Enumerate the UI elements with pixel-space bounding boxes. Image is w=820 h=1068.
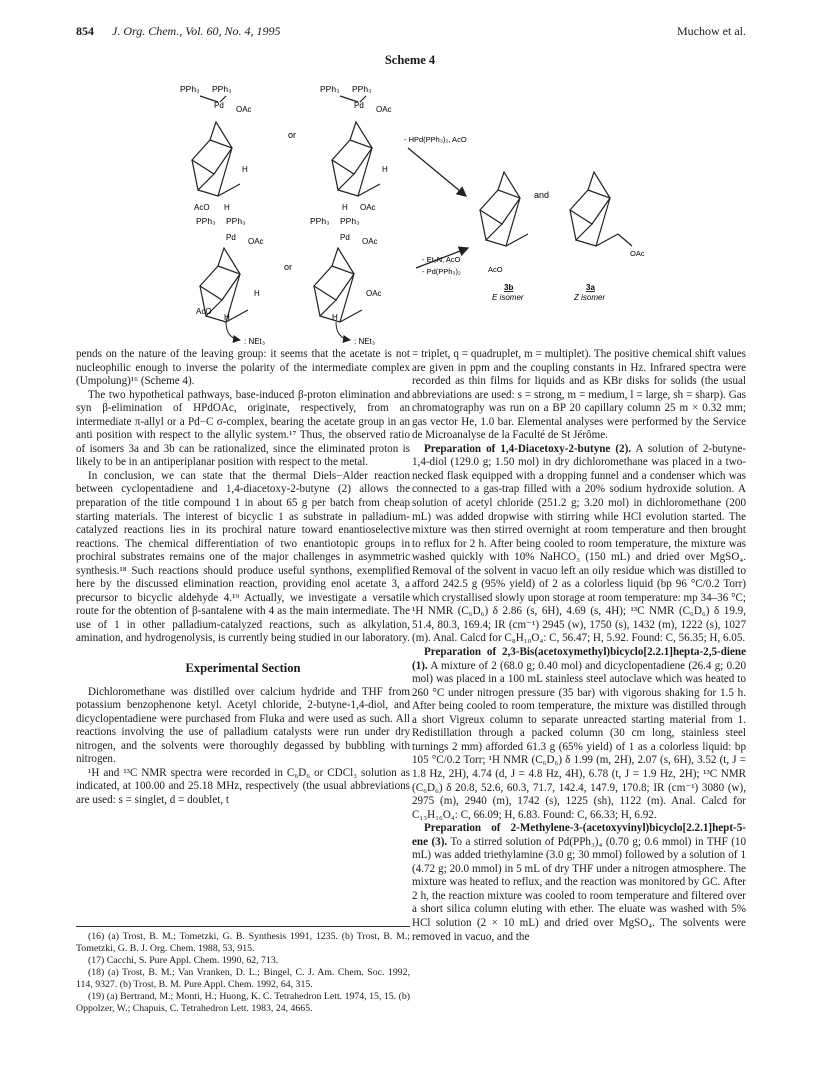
base-label: : NEt₃ xyxy=(244,337,266,346)
reaction-scheme xyxy=(150,72,670,346)
reaction-arrow-top xyxy=(408,148,466,196)
pph3-label: PPh₃ xyxy=(320,84,340,94)
base-label: : NEt₃ xyxy=(354,337,376,346)
right-column xyxy=(412,348,746,944)
reagent-bottom-1: - Et₃N, AcO xyxy=(422,255,461,264)
paragraph: In conclusion, we can state that the thermal Diels−Alder reaction between cyclopentadiene and 1,4-diacetoxy-2-butyne (2) allows the preparation of the title compound 1 in about 65 g per batch from cheap starting materials. The interest of bicyclic 1 as substrate in palladium-catalyzed reactions lies in its prochiral nature toward enantioselective reactions. The chemical differentiation of two enantiotopic groups in prochiral substrates remains one of the major challenges in asymmetric synthesis.¹⁸ Such reactions should produce useful synthons, exemplified here by the discussed elimination reaction, providing enol acetate 3, a precursor to bicyclic aldehyde 4.¹⁹ Actually, we investigate a versatile route for the obtention of β-santalene with 4 as the main intermediate. The use of 1 in other palladium-catalyzed reactions, such as alkylation, amination, and hydrogenolysis, is currently being studied in our laboratory. xyxy=(76,469,410,645)
scheme-title: Scheme 4 xyxy=(384,53,436,67)
reagent-top: - HPd(PPh₃)₂, AcO xyxy=(404,135,467,144)
section-heading: Experimental Section xyxy=(185,661,301,676)
journal-citation xyxy=(112,24,281,39)
or-label: or xyxy=(288,130,297,140)
procedure-heading: Preparation of 2-Methylene-3-(acetoxyvinyl)bicyclo[2.2.1]hept-5-ene (3). xyxy=(412,822,746,848)
aco-label: AcO xyxy=(488,265,503,274)
h-label: H xyxy=(242,165,248,174)
h-label: H xyxy=(382,165,388,174)
paragraph: The two hypothetical pathways, base-induced β-proton elimination and syn β-elimination of HPdOAc, originate, respectively, from an intermediate π-allyl or a Pd−C σ-complex, bearing the acetate group in an anti position with respect to the allylic system.¹⁷ Thus, the observed ratio of isomers 3a and 3b can be rationalized, since the eliminated proton is likely to be in an antiperiplanar position with respect to the metal. xyxy=(76,388,410,469)
h-label: H xyxy=(254,289,260,298)
aco-label: AcO xyxy=(196,307,212,316)
scheme-drawing xyxy=(150,72,670,346)
oac-label: OAc xyxy=(630,249,645,258)
h-label: H xyxy=(224,313,230,322)
oac-label: OAc xyxy=(376,105,392,114)
journal-name: J. Org. Chem., xyxy=(112,24,183,38)
product-3a xyxy=(570,172,645,302)
oac-label: OAc xyxy=(248,237,264,246)
product-3b xyxy=(480,172,528,302)
experimental-procedure xyxy=(412,646,746,822)
complex-bottom-left xyxy=(196,216,265,346)
oac-label: OAc xyxy=(360,203,376,212)
oac-label: OAc xyxy=(366,289,382,298)
running-authors: Muchow et al. xyxy=(677,24,746,38)
pph3-label: PPh₃ xyxy=(352,84,372,94)
pph3-label: PPh₃ xyxy=(180,84,200,94)
footnotes xyxy=(76,926,410,1015)
h-label: H xyxy=(332,313,338,322)
h-label: H xyxy=(342,203,348,212)
and-label: and xyxy=(534,190,550,200)
experimental-procedure xyxy=(412,822,746,944)
footnote-divider xyxy=(76,926,410,927)
oac-label: OAc xyxy=(362,237,378,246)
pd-label: Pd xyxy=(214,101,224,110)
pd-label: Pd xyxy=(340,233,350,242)
footnote: (18) (a) Trost, B. M.; Van Vranken, D. L.; Bingel, C. J. Am. Chem. Soc. 1992, 114, 9327. (b) Trost, B. M. Pure Appl. Chem. 1992, 64, 315. xyxy=(76,967,410,990)
or-label: or xyxy=(284,262,293,272)
experimental-procedure xyxy=(412,443,746,646)
procedure-text: To a stirred solution of Pd(PPh₃)₄ (0.70 g; 0.6 mmol) in THF (10 mL) was added triethylamine (3.0 g; 30 mmol) followed by a solution of 1 (4.72 g; 20.0 mmol) in 5 mL of dry THF under a nitrogen atmosphere. The mixture was heated to reflux, and the reaction was monitored by GC. After 2 h, the reaction mixture was cooled to room temperature and filtered over a short silica column eluting with ether. The eluate was washed with 5% HCl solution (2 × 10 mL) and dried over MgSO₄. The solvents were removed in vacuo, and the xyxy=(412,835,746,943)
reagent-bottom-2: - Pd(PPh₃)₂ xyxy=(422,267,461,276)
complex-top-left xyxy=(180,84,252,212)
procedure-text: A solution of 2-butyne-1,4-diol (129.0 g; 1.50 mol) in dry dichloromethane was placed in a two-necked flask equipped with a dropping funnel and a condenser which was connected to a gas-trap filled with a 20% sodium hydroxide solution. A solution of acetyl chloride (251.2 g; 3.20 mol) in dichloromethane (200 mL) was added dropwise with stirring while HCl evolution started. The mixture was then stirred overnight at room temperature and then brought to reflux for 2 h. After being cooled to room temperature, the mixture was washed quickly with 10% NaHCO₃ (150 mL) and dried over MgSO₄. Removal of the solvent in vacuo left an oily residue which was distilled to afford 242.5 g (95% yield) of 2 as a colorless liquid (bp 96 °C/0.2 Torr) which crystallised slowly upon storage at room temperature: mp 34–36 °C; ¹H NMR (C₆D₆) δ 2.86 (s, 6H), 4.69 (s, 4H); ¹³C NMR (C₆D₆) δ 19.9, 51.4, 80.3, 169.4; IR (cm⁻¹) 2945 (w), 1750 (s), 1432 (m), 1222 (s), 1027 (m). Anal. Calcd for C₈H₁₀O₄: C, 56.47; H, 5.92. Found: C, 56.35; H, 6.05. xyxy=(412,442,746,645)
paragraph: pends on the nature of the leaving group: it seems that the acetate is not nucleophilic enough to inverse the polarity of the intermediate complex (Umpolung)¹⁶ (Scheme 4). xyxy=(76,348,410,388)
paragraph: = triplet, q = quadruplet, m = multiplet). The positive chemical shift values are given in ppm and the coupling constants in Hz. Infrared spectra were recorded as thin films for liquids and as KBr disks for solids (the usual abbreviations are used: s = strong, m = medium, l = large, sh = sharp). Gas chromatography was run on a BP 20 capillary column 25 m × 0.32 mm; gas vector He, 1.0 bar. Elemental analyses were performed by the Service de Microanalyse de la Faculté de St Jérôme. xyxy=(412,348,746,442)
pph3-label: PPh₃ xyxy=(340,216,360,226)
pph3-label: PPh₃ xyxy=(310,216,330,226)
procedure-heading: Preparation of 1,4-Diacetoxy-2-butyne (2). xyxy=(424,442,632,455)
footnote: (16) (a) Trost, B. M.; Tometzki, G. B. Synthesis 1991, 1235. (b) Trost, B. M.; Tometzki, G. B. J. Org. Chem. 1988, 53, 915. xyxy=(76,931,410,954)
compound-3b-label: 3b xyxy=(504,283,514,292)
e-isomer-label: E isomer xyxy=(492,293,524,302)
footnote: (19) (a) Bertrand, M.; Monti, H.; Huong, K. C. Tetrahedron Lett. 1974, 15, 15. (b) Oppolzer, W.; Chapuis, C. Tetrahedron Lett. 1983, 24, 4665. xyxy=(76,991,410,1014)
running-header xyxy=(76,24,746,44)
complex-bottom-right xyxy=(310,216,382,346)
procedure-heading: Preparation of 2,3-Bis(acetoxymethyl)bicyclo[2.2.1]hepta-2,5-diene (1). xyxy=(412,646,746,672)
pph3-label: PPh₃ xyxy=(212,84,232,94)
h-label: H xyxy=(224,203,230,212)
pph3-label: PPh₃ xyxy=(226,216,246,226)
oac-label: OAc xyxy=(236,105,252,114)
compound-3a-label: 3a xyxy=(586,283,595,292)
aco-label: AcO xyxy=(194,203,210,212)
procedure-text: A mixture of 2 (68.0 g; 0.40 mol) and dicyclopentadiene (26.4 g; 0.20 mol) was placed in a 100 mL stainless steel autoclave which was heated to 260 °C under nitrogen pressure (35 bar) with vigorous shaking for 1.5 h. After being cooled to room temperature, the mixture was distilled through a short Vigreux column to separate unreacted starting material from 1. Redistillation through a packed column (30 cm long, stainless steel turnings 2 mm) afforded 61.3 g (65% yield) of 1 as a colorless liquid: bp 105 °C/0.2 Torr; ¹H NMR (C₆D₆) δ 1.99 (m, 2H), 2.07 (s, 6H), 3.52 (t, J = 1.8 Hz, 2H), 4.74 (d, J = 4.8 Hz, 4H), 6.78 (t, J = 1.9 Hz, 2H); ¹³C NMR (C₆D₆) δ 20.8, 52.6, 60.3, 71.7, 142.4, 147.9, 170.8; IR (cm⁻¹) 3080 (w), 2975 (m), 2940 (m), 1742 (s), 1225 (sh), 1122 (m). Anal. Calcd for C₁₃H₁₆O₄: C, 66.09; H, 6.83. Found: C, 66.33; H, 6.92. xyxy=(412,659,746,821)
pph3-label: PPh₃ xyxy=(196,216,216,226)
pd-label: Pd xyxy=(354,101,364,110)
left-column xyxy=(76,348,410,808)
journal-volume: Vol. 60, No. 4, 1995 xyxy=(185,24,281,38)
paragraph: ¹H and ¹³C NMR spectra were recorded in C₆D₆ or CDCl₃ solution as indicated, at 100.00 and 25.18 MHz, respectively (the usual abbreviations are used: s = singlet, d = doublet, t xyxy=(76,766,410,806)
footnote: (17) Cacchi, S. Pure Appl. Chem. 1990, 62, 713. xyxy=(88,955,279,966)
paragraph: Dichloromethane was distilled over calcium hydride and THF from potassium benzophenone ketyl. Acetyl chloride, 2-butyne-1,4-diol, and dicyclopentadiene were purchased from Fluka and were used as such. All reactions involving the use of palladium catalysts were run under dry nitrogen, and the solvents were thoroughly degassed by bubbling with nitrogen. xyxy=(76,685,410,766)
pd-label: Pd xyxy=(226,233,236,242)
complex-top-right xyxy=(320,84,392,212)
z-isomer-label: Z isomer xyxy=(574,293,606,302)
page-number: 854 xyxy=(76,24,94,38)
